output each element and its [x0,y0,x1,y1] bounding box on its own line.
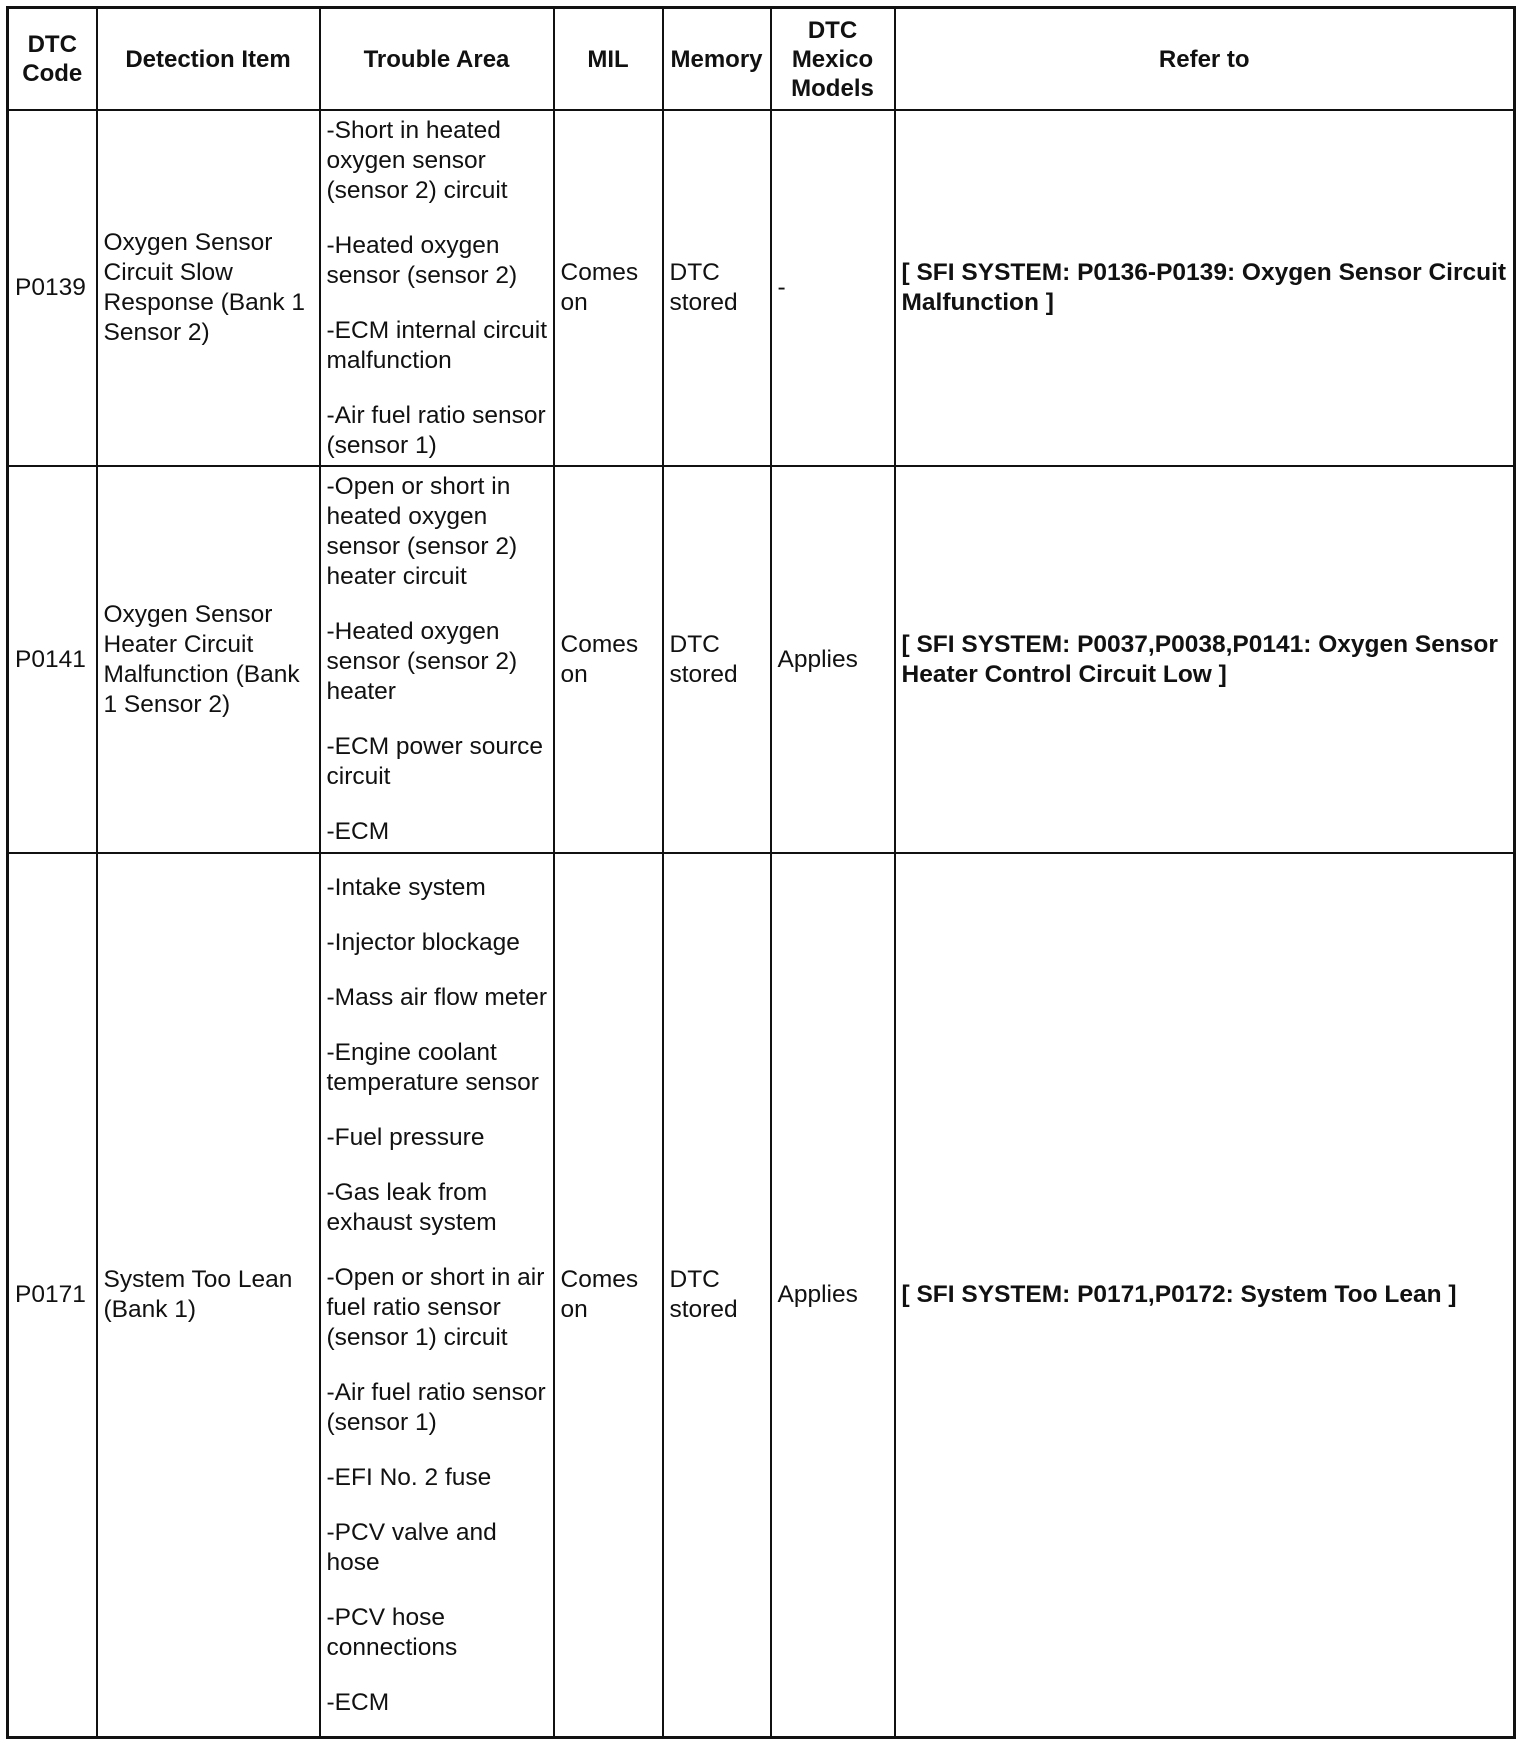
table-row [8,466,1515,853]
memory-cell: DTC stored [663,853,771,1738]
mexico-models-cell: Applies [771,853,895,1738]
dtc-code-cell: P0141 [8,466,97,853]
trouble-area-item: -Open or short in air fuel ratio sensor (sensor 1) circuit [326,1263,545,1351]
mil-cell: Comes on [554,110,663,466]
memory-cell: DTC stored [663,110,771,466]
table-row [8,110,1515,466]
table-row [8,853,1515,1738]
header-mil: MIL [554,8,663,111]
trouble-area-item: -EFI No. 2 fuse [326,1463,492,1491]
mil-cell: Comes on [554,853,663,1738]
header-dtc-code: DTC Code [8,8,97,111]
trouble-area-item: -ECM internal circuit malfunction [326,316,548,374]
detection-item-cell: Oxygen Sensor Circuit Slow Response (Bank 1 Sensor 2) [97,110,320,466]
trouble-area-cell [320,853,554,1738]
trouble-area-item: -PCV hose connections [326,1603,458,1661]
trouble-area-item: -Heated oxygen sensor (sensor 2) heater [326,618,518,705]
trouble-area-item: -ECM [326,818,390,845]
header-detection-item: Detection Item [97,8,320,111]
trouble-area-item: -Air fuel ratio sensor (sensor 1) [326,401,546,459]
trouble-area-cell [320,466,554,853]
mil-cell: Comes on [554,466,663,853]
header-dtc-mexico-models: DTC Mexico Models [771,8,895,111]
trouble-area-item: -Engine coolant temperature sensor [326,1038,539,1096]
dtc-code-cell: P0139 [8,110,97,466]
mexico-models-cell: - [771,110,895,466]
trouble-area-item: -ECM power source circuit [326,733,543,790]
trouble-area-item: -Short in heated oxygen sensor (sensor 2) circuit [326,116,508,204]
trouble-area-item: -Gas leak from exhaust system [326,1178,497,1236]
refer-to-link[interactable]: [ SFI SYSTEM: P0136-P0139: Oxygen Sensor Circuit Malfunction ] [895,110,1515,466]
header-row [8,8,1515,111]
trouble-area-item: -Intake system [326,873,486,901]
detection-item-cell: System Too Lean (Bank 1) [97,853,320,1738]
trouble-area-item: -Heated oxygen sensor (sensor 2) [326,231,518,289]
trouble-area-cell [320,110,554,466]
detection-item-cell: Oxygen Sensor Heater Circuit Malfunction (Bank 1 Sensor 2) [97,466,320,853]
trouble-area-item: -Open or short in heated oxygen sensor (sensor 2) heater circuit [326,473,518,590]
mexico-models-cell: Applies [771,466,895,853]
refer-to-link[interactable]: [ SFI SYSTEM: P0171,P0172: System Too Lean ] [895,853,1515,1738]
dtc-code-cell: P0171 [8,853,97,1738]
header-memory: Memory [663,8,771,111]
trouble-area-item: -Mass air flow meter [326,983,548,1011]
header-refer-to: Refer to [895,8,1515,111]
trouble-area-item: -PCV valve and hose [326,1518,497,1576]
refer-to-link[interactable]: [ SFI SYSTEM: P0037,P0038,P0141: Oxygen Sensor Heater Control Circuit Low ] [895,466,1515,853]
trouble-area-item: -Injector blockage [326,928,520,956]
dtc-table [6,6,1516,1739]
memory-cell: DTC stored [663,466,771,853]
header-trouble-area: Trouble Area [320,8,554,111]
trouble-area-item: -Fuel pressure [326,1123,485,1151]
trouble-area-item: -ECM [326,1688,390,1716]
trouble-area-item: -Air fuel ratio sensor (sensor 1) [326,1378,546,1436]
